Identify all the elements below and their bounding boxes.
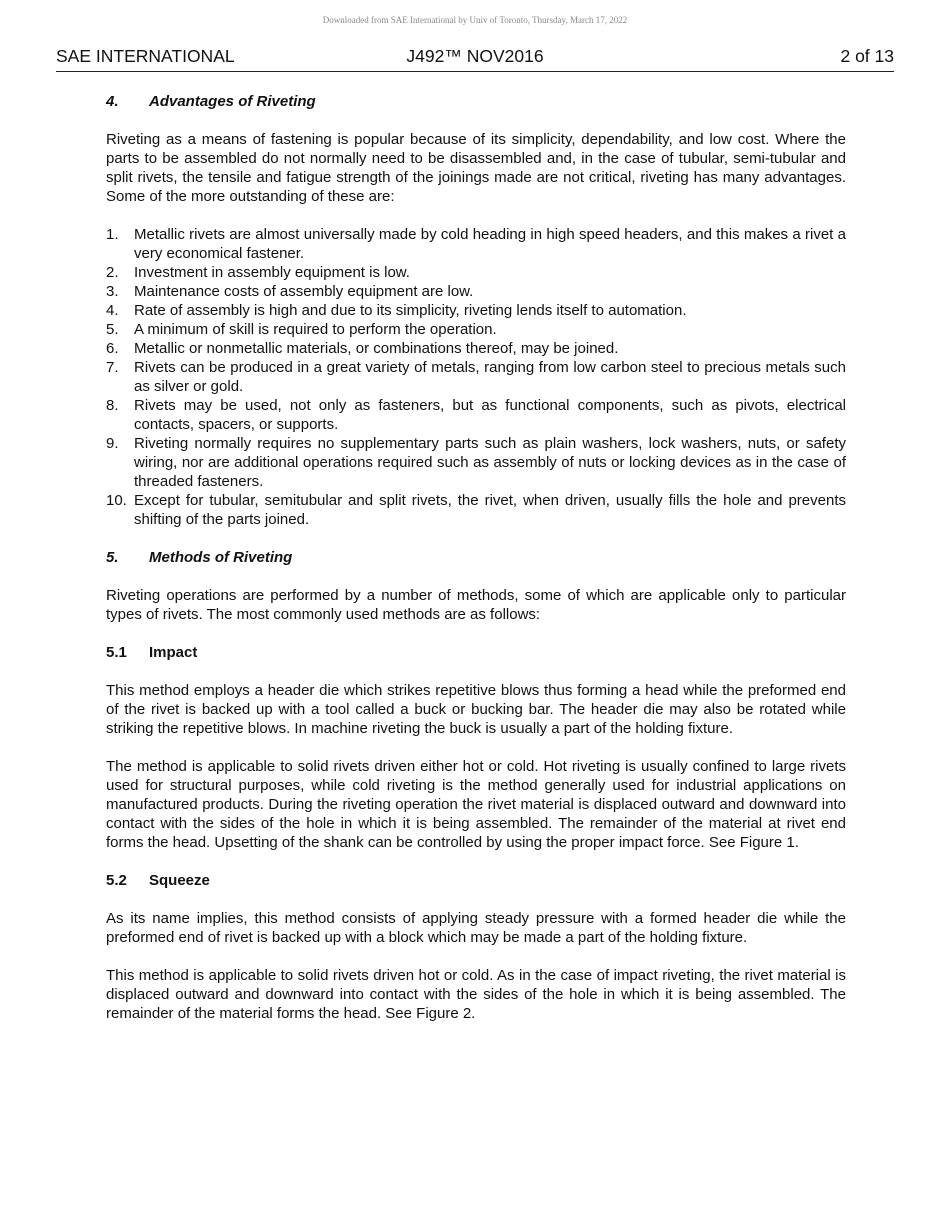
section-4-heading — [106, 92, 846, 111]
list-item-text: Rivets may be used, not only as fasteners, but as functional components, such as pivots, electrical contacts, spacers, or supports. — [134, 397, 846, 433]
subsection-5-2-heading — [106, 871, 846, 890]
header-organization: SAE INTERNATIONAL — [56, 46, 235, 66]
list-item — [106, 491, 846, 529]
section-5-intro: Riveting operations are performed by a number of methods, some of which are applicable only to particular types of rivets. The most commonly used methods are as follows: — [106, 587, 846, 623]
list-item-text: Metallic or nonmetallic materials, or combinations thereof, may be joined. — [134, 340, 619, 357]
list-item-number: 8. — [106, 397, 119, 414]
subsection-5-2-title: Squeeze — [149, 872, 210, 889]
list-item-text: Rate of assembly is high and due to its simplicity, riveting lends itself to automation. — [134, 302, 687, 319]
list-item-number: 7. — [106, 359, 119, 376]
list-item — [106, 301, 846, 320]
header-document-id: J492™ NOV2016 — [406, 46, 544, 66]
list-item-text: Riveting normally requires no supplementary parts such as plain washers, lock washers, nuts, or safety wiring, nor are additional operations required such as assembly of nuts or locking devices as in the case of threaded fasteners. — [134, 435, 846, 490]
section-4-intro: Riveting as a means of fastening is popular because of its simplicity, dependability, and low cost. Where the parts to be assembled do not normally need to be disassembled and, in the case of tubular, semi-tubular and split rivets, the tensile and fatigue strength of the joinings made are not critical, riveting has many advantages. Some of the more outstanding of these are: — [106, 131, 846, 205]
list-item-text: Except for tubular, semitubular and split rivets, the rivet, when driven, usually fills the hole and prevents shifting of the parts joined. — [134, 492, 846, 528]
list-item-text: Metallic rivets are almost universally made by cold heading in high speed headers, and this makes a rivet a very economical fastener. — [134, 226, 846, 262]
squeeze-paragraph-1: As its name implies, this method consists of applying steady pressure with a formed header die while the preformed end of rivet is backed up with a block which may be made a part of the holding fixture. — [106, 910, 846, 946]
advantages-list — [106, 225, 846, 529]
list-item — [106, 358, 846, 396]
download-note: Downloaded from SAE International by Univ of Toronto, Thursday, March 17, 2022 — [322, 15, 628, 25]
document-body — [106, 92, 846, 1042]
list-item — [106, 396, 846, 434]
list-item — [106, 225, 846, 263]
list-item-number: 5. — [106, 321, 119, 338]
impact-paragraph-2: The method is applicable to solid rivets driven either hot or cold. Hot riveting is usually confined to large rivets used for structural purposes, while cold riveting is the method generally used for industrial applications on manufactured products. During the riveting operation the rivet material is displaced outward and downward into contact with the sides of the hole in which it is being assembled. The remainder of the material at rivet end forms the head. Upsetting of the shank can be controlled by using the proper impact force. See Figure 1. — [106, 758, 846, 851]
list-item-number: 10. — [106, 492, 127, 509]
running-header — [56, 45, 894, 72]
list-item-text: A minimum of skill is required to perform the operation. — [134, 321, 497, 338]
list-item-number: 3. — [106, 283, 119, 300]
subsection-5-1-number: 5.1 — [106, 644, 127, 661]
list-item — [106, 339, 846, 358]
section-4-title: Advantages of Riveting — [149, 93, 316, 110]
list-item-number: 9. — [106, 435, 119, 452]
impact-paragraph-1: This method employs a header die which strikes repetitive blows thus forming a head while the preformed end of the rivet is backed up with a tool called a buck or bucking bar. The header die may also be rotated while striking the repetitive blows. In machine riveting the buck is usually a part of the holding fixture. — [106, 682, 846, 737]
section-5-number: 5. — [106, 549, 119, 566]
list-item-text: Investment in assembly equipment is low. — [134, 264, 410, 281]
list-item-number: 6. — [106, 340, 119, 357]
list-item — [106, 282, 846, 301]
list-item — [106, 320, 846, 339]
list-item — [106, 263, 846, 282]
list-item-text: Maintenance costs of assembly equipment are low. — [134, 283, 474, 300]
section-5-heading — [106, 548, 846, 567]
subsection-5-1-title: Impact — [149, 644, 198, 661]
list-item-number: 2. — [106, 264, 119, 281]
list-item-number: 4. — [106, 302, 119, 319]
list-item-text: Rivets can be produced in a great variety of metals, ranging from low carbon steel to precious metals such as silver or gold. — [134, 359, 846, 395]
subsection-5-2-number: 5.2 — [106, 872, 127, 889]
subsection-5-1-heading — [106, 643, 846, 662]
section-4-number: 4. — [106, 93, 119, 110]
squeeze-paragraph-2: This method is applicable to solid rivets driven hot or cold. As in the case of impact riveting, the rivet material is displaced outward and downward into contact with the sides of the hole in which it is being assembled. The remainder of the material forms the head. See Figure 2. — [106, 967, 846, 1022]
list-item — [106, 434, 846, 491]
section-5-title: Methods of Riveting — [149, 549, 293, 566]
list-item-number: 1. — [106, 226, 119, 243]
header-page-number: 2 of 13 — [840, 46, 894, 66]
